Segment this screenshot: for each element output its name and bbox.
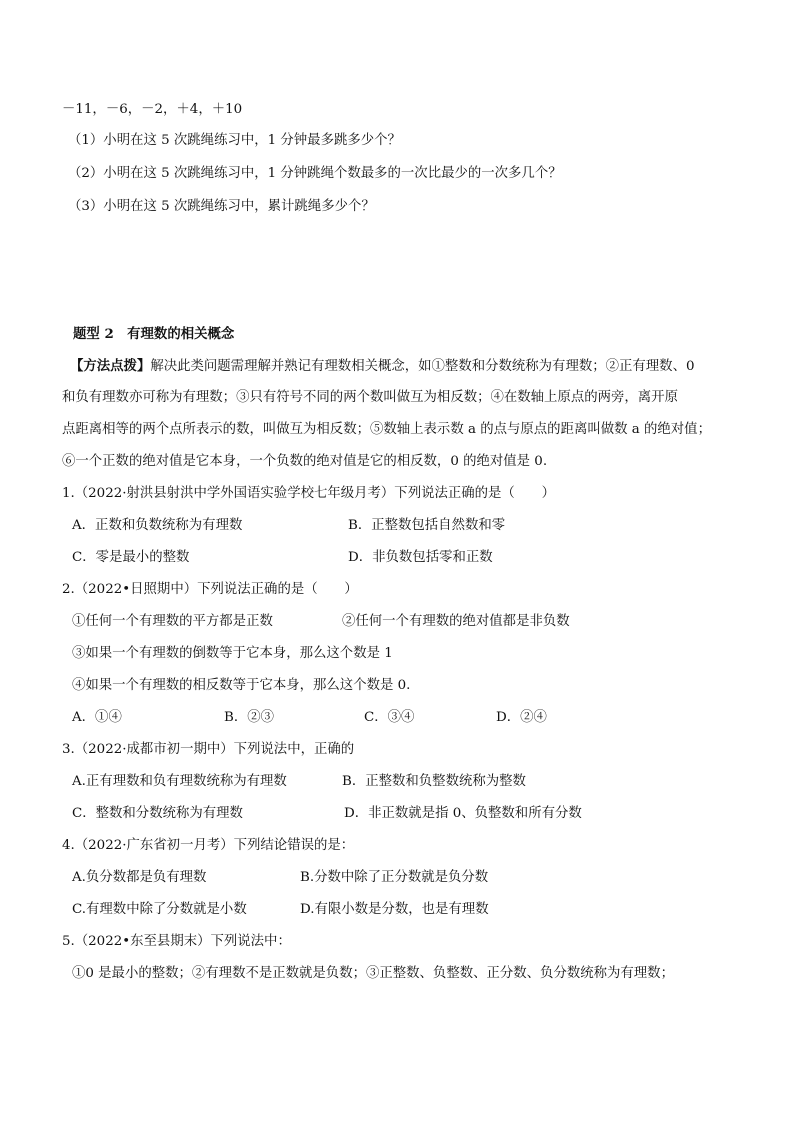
problem-1-option-b: B．正整数包括自然数和零 <box>348 518 506 533</box>
problem-2-statement-3: ③如果一个有理数的倒数等于它本身，那么这个数是 1 <box>72 646 393 661</box>
problem-4-stem: 4.（2022·广东省初一月考）下列结论错误的是： <box>62 838 355 853</box>
problem-2-option-b: B．②③ <box>224 710 275 725</box>
values-line: －11，－6，－2，＋4，＋10 <box>62 102 243 117</box>
question-2: （2）小明在这 5 次跳绳练习中，1 分钟跳绳个数最多的一次比最少的一次多几个？ <box>68 166 562 181</box>
method-line-1 <box>70 357 695 376</box>
problem-3-stem: 3.（2022·成都市初一期中）下列说法中，正确的 <box>62 742 355 757</box>
problem-4-option-a: A.负分数都是负有理数 <box>72 870 207 885</box>
problem-3-option-d: D．非正数就是指 0、负整数和所有分数 <box>344 806 582 821</box>
method-line-4: ⑥一个正数的绝对值是它本身，一个负数的绝对值是它的相反数，0 的绝对值是 0. <box>62 454 548 469</box>
problem-2-statement-4: ④如果一个有理数的相反数等于它本身，那么这个数是 0. <box>72 678 411 693</box>
problem-3-option-a: A.正有理数和负有理数统称为有理数 <box>72 774 287 789</box>
problem-2-option-a: A．①④ <box>72 710 122 725</box>
problem-5-statement-line: ①0 是最小的整数；②有理数不是正数就是负数；③正整数、负整数、正分数、负分数统称为有理数； <box>72 966 674 981</box>
problem-1-option-c: C．零是最小的整数 <box>72 550 190 565</box>
problem-3-option-c: C．整数和分数统称为有理数 <box>72 806 243 821</box>
problem-1-option-a: A．正数和负数统称为有理数 <box>72 518 243 533</box>
problem-2-stem: 2.（2022•日照期中）下列说法正确的是（ ） <box>62 582 358 597</box>
method-tag: 【方法点拨】 <box>70 358 151 374</box>
question-3: （3）小明在这 5 次跳绳练习中，累计跳绳多少个？ <box>68 199 375 214</box>
method-line-3: 点距离相等的两个点所表示的数，叫做互为相反数；⑤数轴上表示数 a 的点与原点的距离叫做数 a 的绝对值； <box>62 422 711 437</box>
problem-2-option-c: C．③④ <box>364 710 415 725</box>
problem-4-option-b: B.分数中除了正分数就是负分数 <box>300 870 489 885</box>
problem-4-option-d: D.有限小数是分数，也是有理数 <box>300 902 489 917</box>
method-text-1: 解决此类问题需理解并熟记有理数相关概念，如①整数和分数统称为有理数；②正有理数、0 <box>150 359 695 374</box>
problem-4-option-c: C.有理数中除了分数就是小数 <box>72 902 247 917</box>
problem-3-option-b: B．正整数和负整数统称为整数 <box>342 774 526 789</box>
problem-2-statement-1: ①任何一个有理数的平方都是正数 <box>72 614 273 629</box>
section-title: 题型 2 有理数的相关概念 <box>73 326 235 342</box>
problem-1-stem: 1.（2022·射洪县射洪中学外国语实验学校七年级月考）下列说法正确的是（ ） <box>62 486 555 501</box>
problem-1-option-d: D．非负数包括零和正数 <box>348 550 493 565</box>
problem-5-stem: 5.（2022•东至县期末）下列说法中： <box>62 934 291 949</box>
question-1: （1）小明在这 5 次跳绳练习中，1 分钟最多跳多少个？ <box>68 133 401 148</box>
problem-2-option-d: D．②④ <box>496 710 547 725</box>
problem-2-statement-2: ②任何一个有理数的绝对值都是非负数 <box>342 614 570 629</box>
method-line-2: 和负有理数亦可称为有理数；③只有符号不同的两个数叫做互为相反数；④在数轴上原点的两旁，离开原 <box>62 390 678 405</box>
